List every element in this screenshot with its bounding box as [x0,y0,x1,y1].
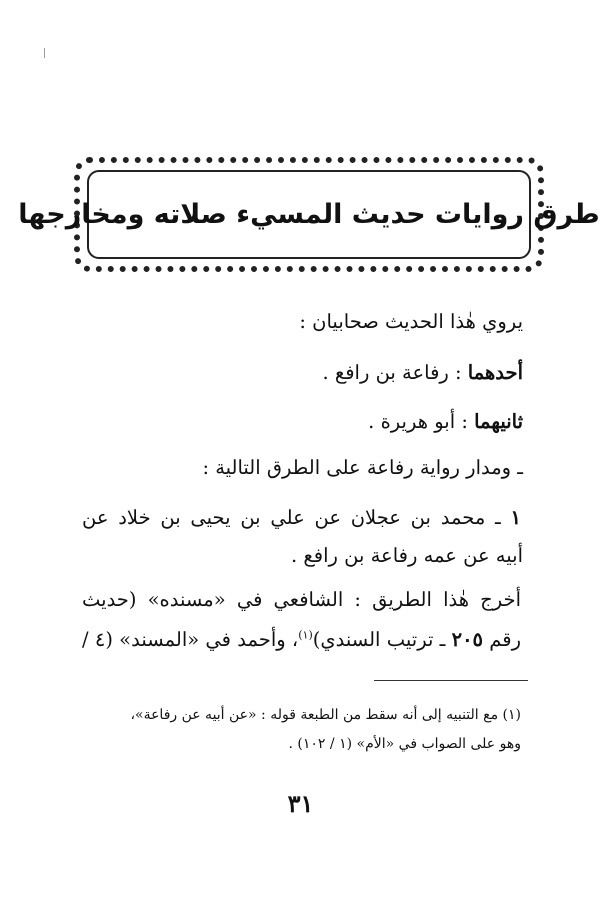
paths-intro-line [202,456,523,479]
second-companion-text: : أبو هريرة . [368,410,475,433]
takhrij-text-1: أخرج هٰذا الطريق : الشافعي في «مسنده» (حديث [82,588,521,611]
path-1-text: ـ محمد بن عجلان عن علي بن يحيى بن خلاد عن [82,506,511,529]
title-frame [18,157,600,272]
path-1-number: ١ [510,506,521,529]
intro-line [299,310,523,333]
takhrij-text-2b: ـ ترتيب السندي) [312,628,452,651]
path-1-line-2 [291,544,523,567]
takhrij-text-2c: ، وأحمد في «المسند» (٤ / [82,628,299,651]
page-number: ٣١ [287,789,314,818]
footnote-reference: (١) [298,628,313,642]
first-companion-text: : رفاعة بن رافع . [322,361,468,384]
takhrij-line-2 [82,628,521,651]
footnote-line-1 [130,707,521,723]
path-1-continuation: أبيه عن عمه رفاعة بن رافع . [291,544,523,567]
page-edge-mark [44,48,45,58]
footnote-text-1: (١) مع التنبيه إلى أنه سقط من الطبعة قوله : «عن أبيه عن رفاعة»، [130,707,521,723]
hadith-number: ٢٠٥ [451,628,484,651]
footnote-separator [374,680,528,681]
takhrij-text-2a: رقم [483,628,521,651]
footnote-text-2: وهو على الصواب في «الأم» (١ / ١٠٢) . [288,736,521,752]
title-frame-inner [18,170,600,259]
first-companion-line [322,361,523,384]
first-companion-label: أحدهما [467,361,523,384]
second-companion-line [368,410,523,433]
footnote-line-2 [289,736,521,752]
second-companion-label: ثانيهما [474,410,523,433]
intro-text: يروي هٰذا الحديث صحابيان : [299,310,523,333]
path-1-line-1 [82,506,521,529]
chapter-title: طرق روايات حديث المسيء صلاته ومخارجها [18,199,600,230]
takhrij-line-1 [82,588,521,611]
paths-intro-text: ـ ومدار رواية رفاعة على الطرق التالية : [202,456,523,479]
